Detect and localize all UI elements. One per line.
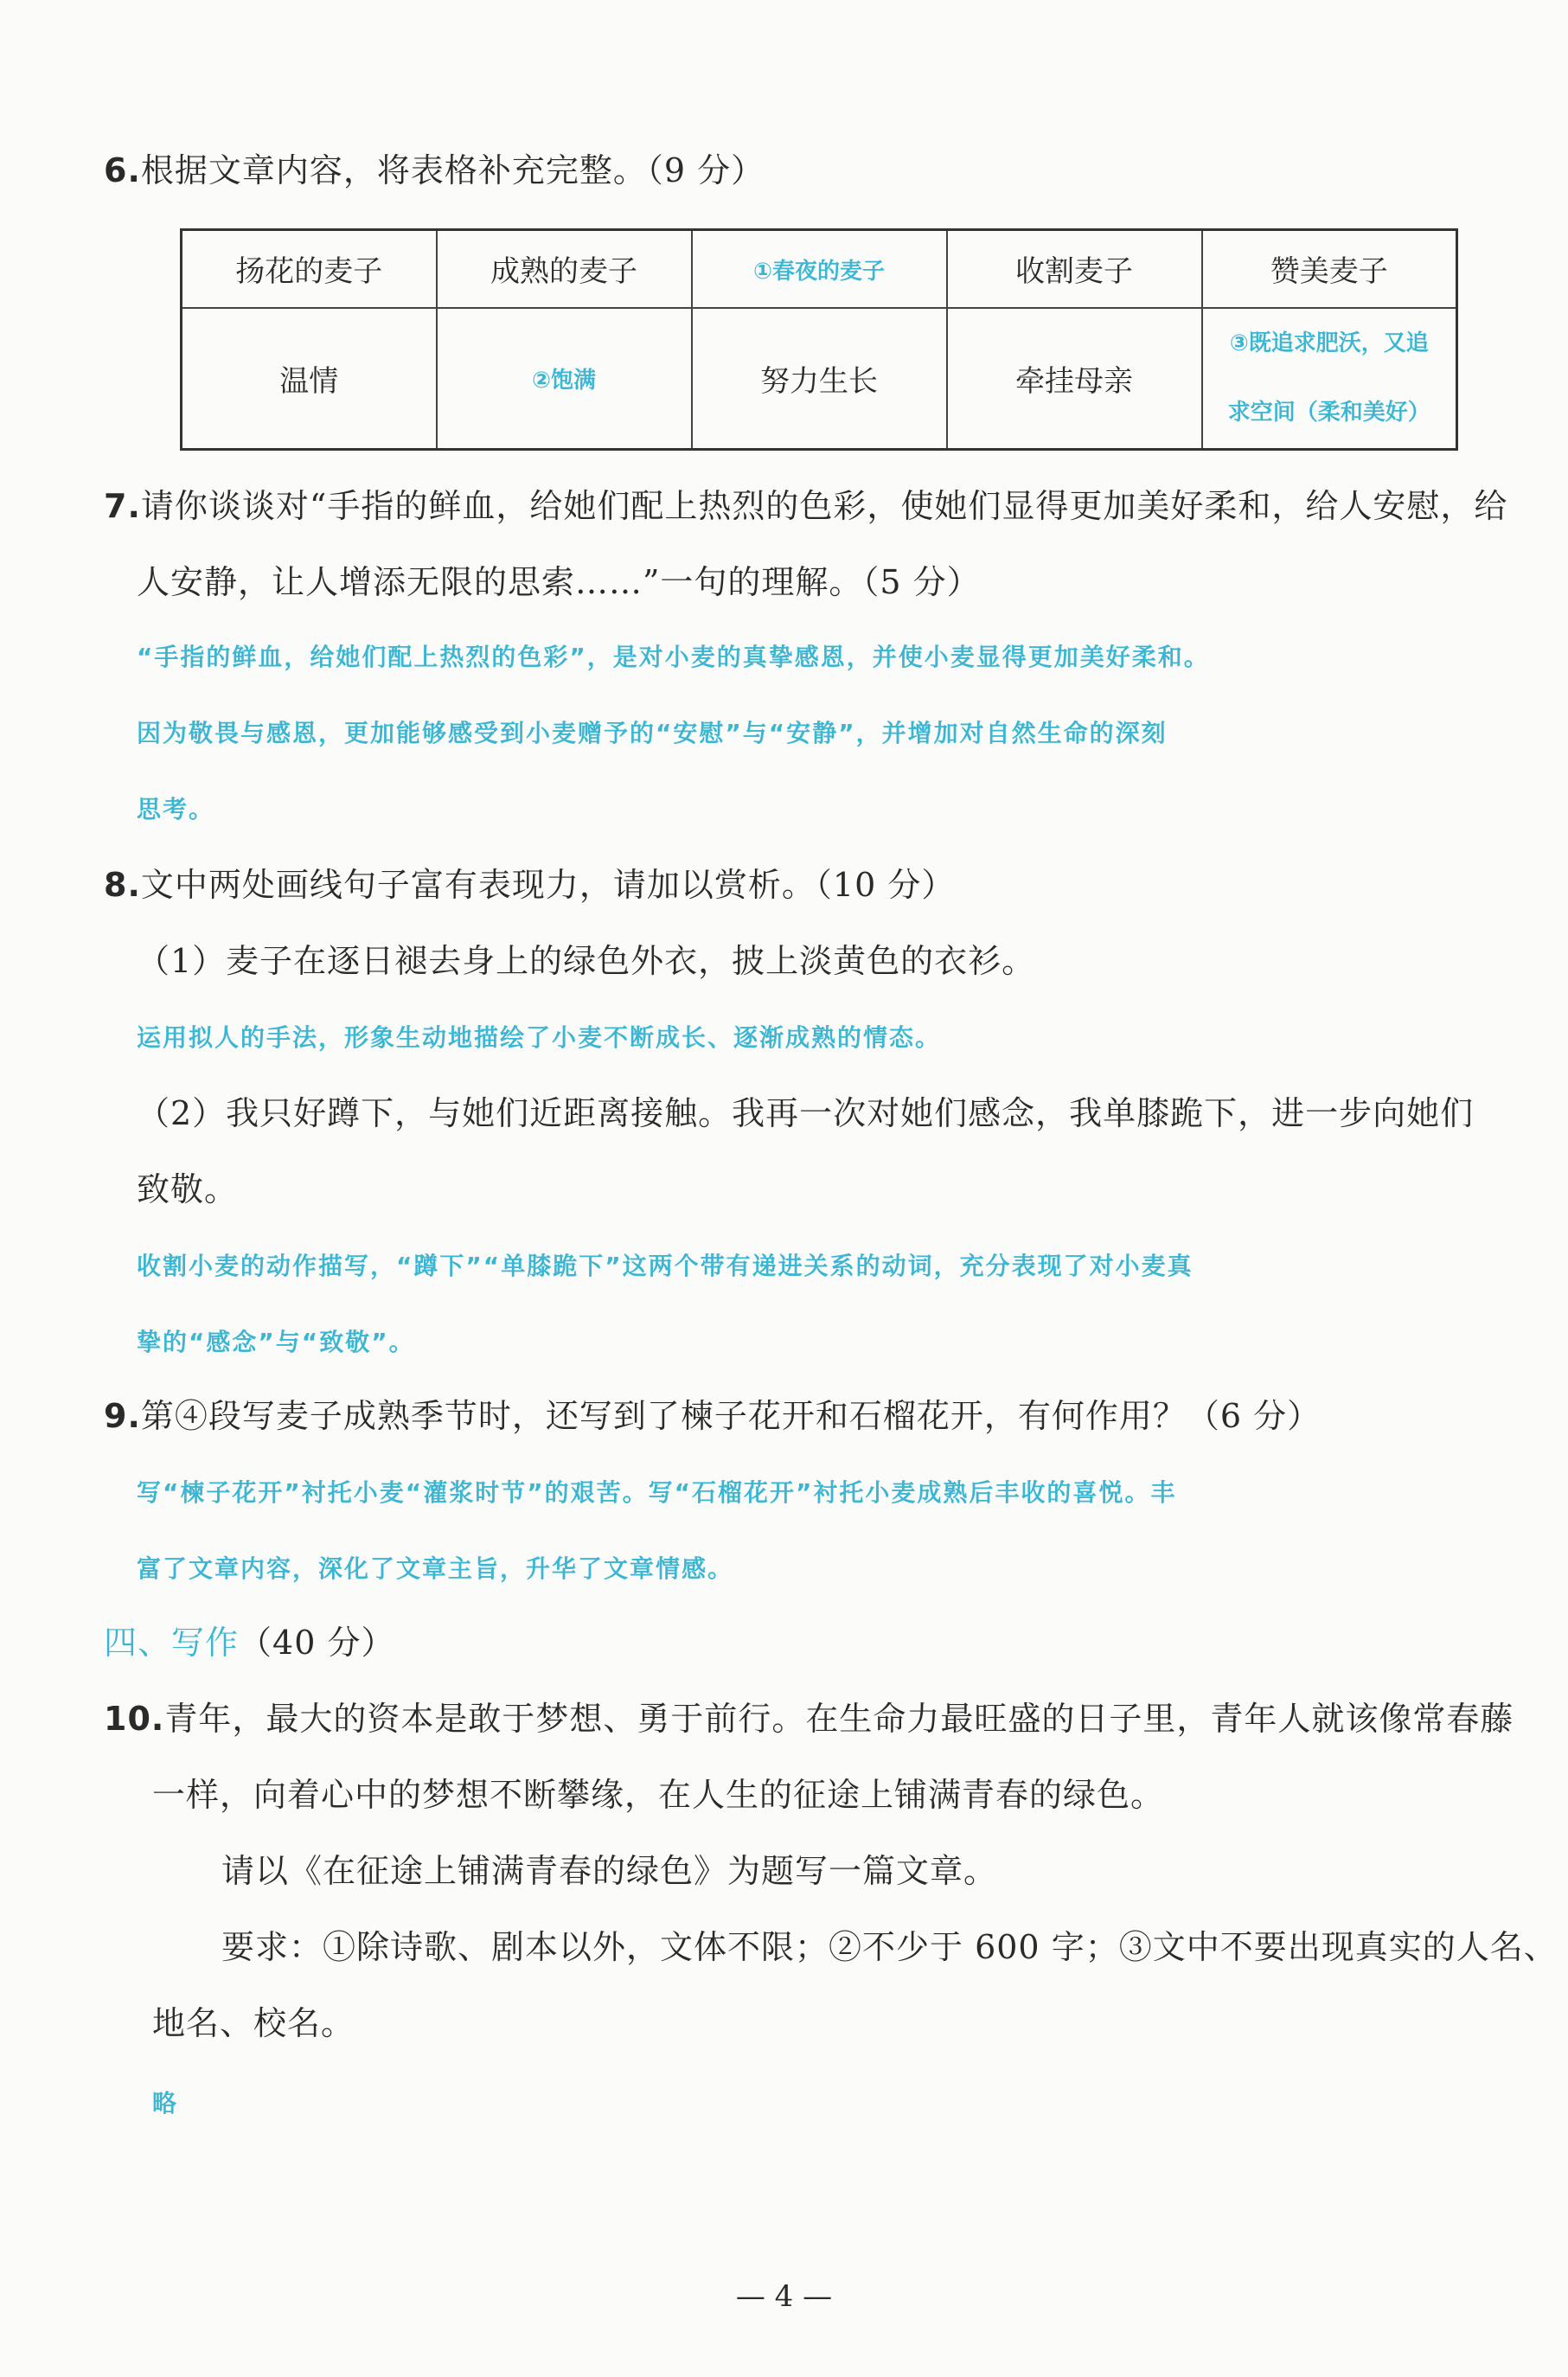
sub-question-2-cont: 致敬。 (137, 1170, 239, 1208)
answer-table (180, 228, 1458, 451)
question-text: 文中两处画线句子富有表现力，请加以赏析。（10 分） (140, 866, 956, 904)
sub-question-1: （1）麦子在逐日褪去身上的绿色外衣，披上淡黄色的衣衫。 (137, 942, 1036, 980)
filled-answer: ①春夜的麦子 (752, 258, 885, 285)
answer-line: “手指的鲜血，给她们配上热烈的色彩”，是对小麦的真挚感恩，并使小麦显得更加美好柔和。 (137, 643, 1210, 671)
table-cell-answer (437, 308, 692, 450)
section-title: 四、写作 (104, 1624, 240, 1662)
table-cell: 牵挂母亲 (947, 308, 1202, 450)
question-9 (104, 1394, 1321, 1438)
answer-line: 思考。 (137, 795, 215, 823)
table-cell-answer (692, 230, 947, 308)
filled-answer: 求空间（柔和美好） (1227, 400, 1430, 426)
question-10 (104, 1697, 1514, 1740)
question-number: 7. (104, 487, 141, 525)
answer-line: 写“楝子花开”衬托小麦“灌浆时节”的艰苦。写“石榴花开”衬托小麦成熟后丰收的喜悦。丰 (137, 1478, 1177, 1507)
question-text: 人安静，让人增添无限的思索……”一句的理解。（5 分） (137, 563, 981, 601)
table-cell: 扬花的麦子 (182, 230, 437, 308)
writing-requirements-cont: 地名、校名。 (152, 2004, 355, 2042)
answer-line: 富了文章内容，深化了文章主旨，升华了文章情感。 (137, 1554, 734, 1583)
question-number: 9. (104, 1397, 141, 1435)
question-text: 一样，向着心中的梦想不断攀缘，在人生的征途上铺满青春的绿色。 (152, 1776, 1165, 1814)
question-7 (104, 484, 1507, 528)
question-text: 第④段写麦子成熟季节时，还写到了楝子花开和石榴花开，有何作用？（6 分） (140, 1397, 1322, 1435)
writing-prompt: 请以《在征途上铺满青春的绿色》为题写一篇文章。 (221, 1852, 998, 1890)
question-number: 10. (104, 1700, 165, 1738)
answer-line: 因为敬畏与感恩，更加能够感受到小麦赠予的“安慰”与“安静”，并增加对自然生命的深刻 (137, 719, 1168, 747)
answer-line: 挚的“感念”与“致敬”。 (137, 1328, 415, 1356)
question-6 (104, 149, 765, 192)
table-cell: 成熟的麦子 (437, 230, 692, 308)
question-text: 青年，最大的资本是敢于梦想、勇于前行。在生命力最旺盛的日子里，青年人就该像常春藤 (164, 1700, 1514, 1738)
question-8 (104, 863, 955, 907)
writing-requirements: 要求：①除诗歌、剧本以外，文体不限；②不少于 600 字；③文中不要出现真实的人名、 (221, 1928, 1558, 1966)
table-cell-answer (1202, 308, 1457, 450)
answer-line: 收割小麦的动作描写，“蹲下”“单膝跪下”这两个带有递进关系的动词，充分表现了对小麦真 (137, 1252, 1194, 1280)
section-score: （40 分） (239, 1624, 395, 1662)
answer-line: 略 (152, 2089, 179, 2118)
section-heading (104, 1621, 394, 1664)
answer-line: 运用拟人的手法，形象生动地描绘了小麦不断成长、逐渐成熟的情态。 (137, 1023, 942, 1052)
question-number: 6. (104, 151, 141, 189)
question-text: 请你谈谈对“手指的鲜血，给她们配上热烈的色彩，使她们显得更加美好柔和，给人安慰，给 (140, 487, 1508, 525)
question-text: 根据文章内容，将表格补充完整。（9 分） (140, 151, 765, 189)
filled-answer: ③既追求肥沃，又追 (1229, 330, 1429, 357)
question-number: 8. (104, 866, 141, 904)
sub-question-2: （2）我只好蹲下，与她们近距离接触。我再一次对她们感念，我单膝跪下，进一步向她们 (137, 1094, 1475, 1132)
table-cell: 温情 (182, 308, 437, 450)
table-cell: 赞美麦子 (1202, 230, 1457, 308)
table-cell: 努力生长 (692, 308, 947, 450)
page-number: — 4 — (735, 2279, 833, 2314)
table-cell: 收割麦子 (947, 230, 1202, 308)
filled-answer: ②饱满 (531, 368, 596, 394)
